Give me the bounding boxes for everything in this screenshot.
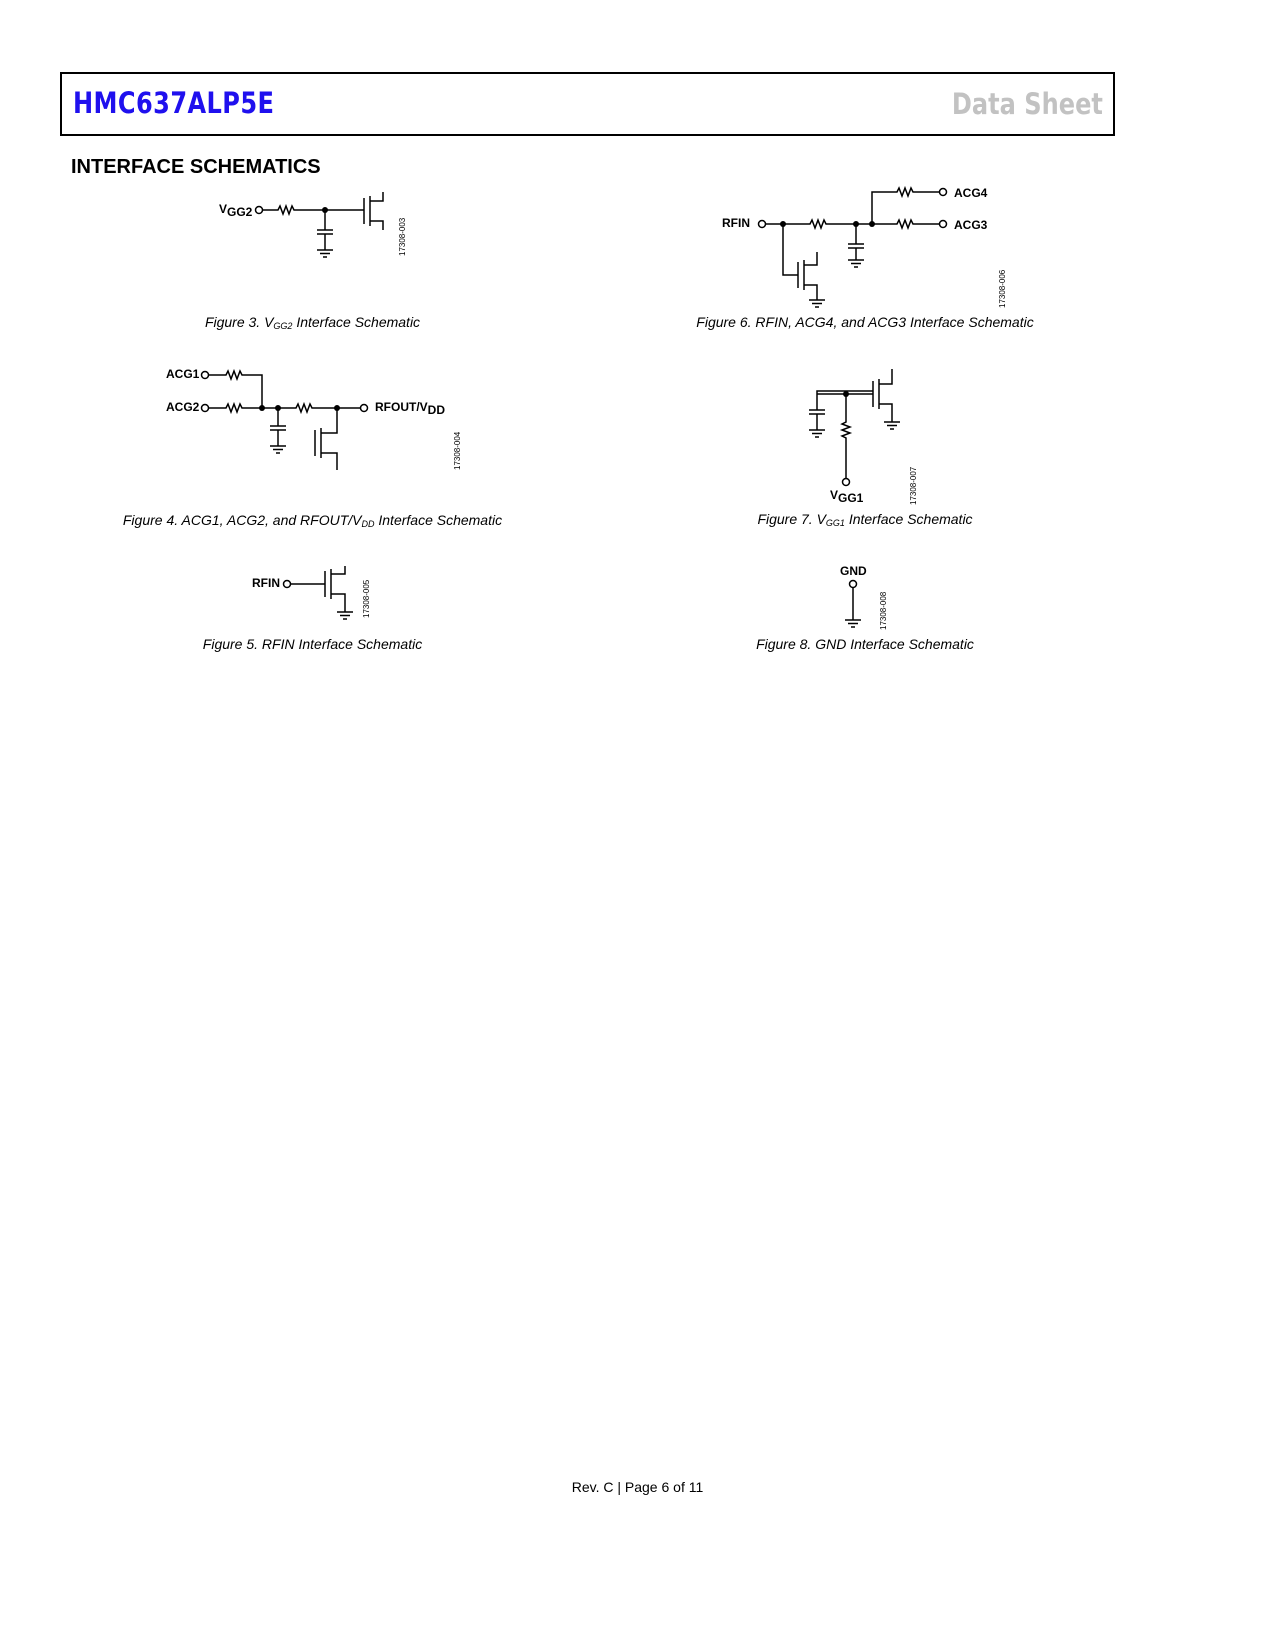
vgg2-resistor bbox=[263, 206, 365, 214]
rfin-transistor-6 bbox=[783, 224, 825, 307]
rfout-transistor bbox=[315, 408, 337, 470]
acg2-label: ACG2 bbox=[166, 400, 200, 414]
rfout-label: RFOUT/VDD bbox=[375, 400, 446, 417]
figure-7-schematic bbox=[800, 360, 940, 510]
acg4-label: ACG4 bbox=[954, 186, 988, 200]
page-footer: Rev. C | Page 6 of 11 bbox=[571, 1479, 704, 1495]
figure-4-schematic bbox=[160, 360, 480, 475]
figure-7-code: 17308-007 bbox=[909, 466, 918, 505]
junction-acg bbox=[869, 221, 875, 227]
figure-6-code: 17308-006 bbox=[998, 269, 1007, 308]
section-title: INTERFACE SCHEMATICS bbox=[71, 156, 321, 178]
figure-8-caption: Figure 8. GND Interface Schematic bbox=[756, 636, 974, 652]
acg4-pin bbox=[940, 189, 947, 196]
document-type: Data Sheet bbox=[952, 87, 1103, 121]
vgg2-transistor bbox=[364, 192, 383, 230]
junction-1 bbox=[259, 405, 265, 411]
vgg2-pin bbox=[256, 207, 263, 214]
vgg1-pin bbox=[843, 479, 850, 486]
acg-capacitor bbox=[270, 408, 286, 453]
vgg1-capacitor bbox=[809, 395, 825, 437]
rfin-pin-6 bbox=[759, 221, 766, 228]
acg4-line bbox=[872, 188, 940, 224]
figure-7-caption: Figure 7. $V_{GG1}$ Interface Schematic bbox=[757, 511, 973, 528]
vgg2-label: VGG2 bbox=[219, 202, 253, 219]
figure-8-code: 17308-008 bbox=[879, 591, 888, 630]
product-name: HMC637ALP5E bbox=[73, 86, 275, 120]
figure-5-caption: Figure 5. RFIN Interface Schematic bbox=[202, 636, 423, 652]
acg1-pin bbox=[202, 372, 209, 379]
rfin-label: RFIN bbox=[252, 576, 280, 590]
vgg1-resistor bbox=[842, 394, 850, 479]
figure-3-schematic bbox=[200, 186, 440, 266]
figure-6-schematic bbox=[705, 180, 1025, 315]
rfin-transistor bbox=[291, 566, 354, 619]
acg1-resistor bbox=[209, 371, 263, 408]
vgg1-label: VGG1 bbox=[830, 488, 864, 505]
figure-6-caption: Figure 6. RFIN, ACG4, and ACG3 Interface Schematic bbox=[696, 314, 1034, 330]
gnd-pin bbox=[850, 581, 857, 588]
figure-5-code: 17308-005 bbox=[362, 579, 371, 618]
rfin-pin bbox=[284, 581, 291, 588]
acg3-pin bbox=[940, 221, 947, 228]
acg3-label: ACG3 bbox=[954, 218, 988, 232]
figure-3-caption: Figure 3. $V_{GG2}$ Interface Schematic bbox=[204, 314, 421, 331]
vgg1-transistor bbox=[817, 369, 900, 429]
acg3-line bbox=[766, 220, 940, 228]
rfin-label-6: RFIN bbox=[722, 216, 750, 230]
gnd-label: GND bbox=[840, 564, 867, 578]
acg1-label: ACG1 bbox=[166, 367, 200, 381]
rfout-pin bbox=[361, 405, 368, 412]
figure-5-schematic bbox=[245, 560, 395, 630]
figure-4-caption: Figure 4. ACG1, ACG2, and RFOUT/$V_{DD}$ Interface Schematic bbox=[122, 512, 503, 529]
figure-4-code: 17308-004 bbox=[453, 431, 462, 470]
figure-8-schematic bbox=[830, 560, 910, 635]
vgg2-capacitor bbox=[317, 210, 333, 257]
gnd-symbol bbox=[845, 588, 861, 628]
page-header bbox=[60, 72, 1115, 136]
acg2-pin bbox=[202, 405, 209, 412]
figure-3-code: 17308-003 bbox=[398, 217, 407, 256]
acg-capacitor-6 bbox=[848, 224, 864, 267]
